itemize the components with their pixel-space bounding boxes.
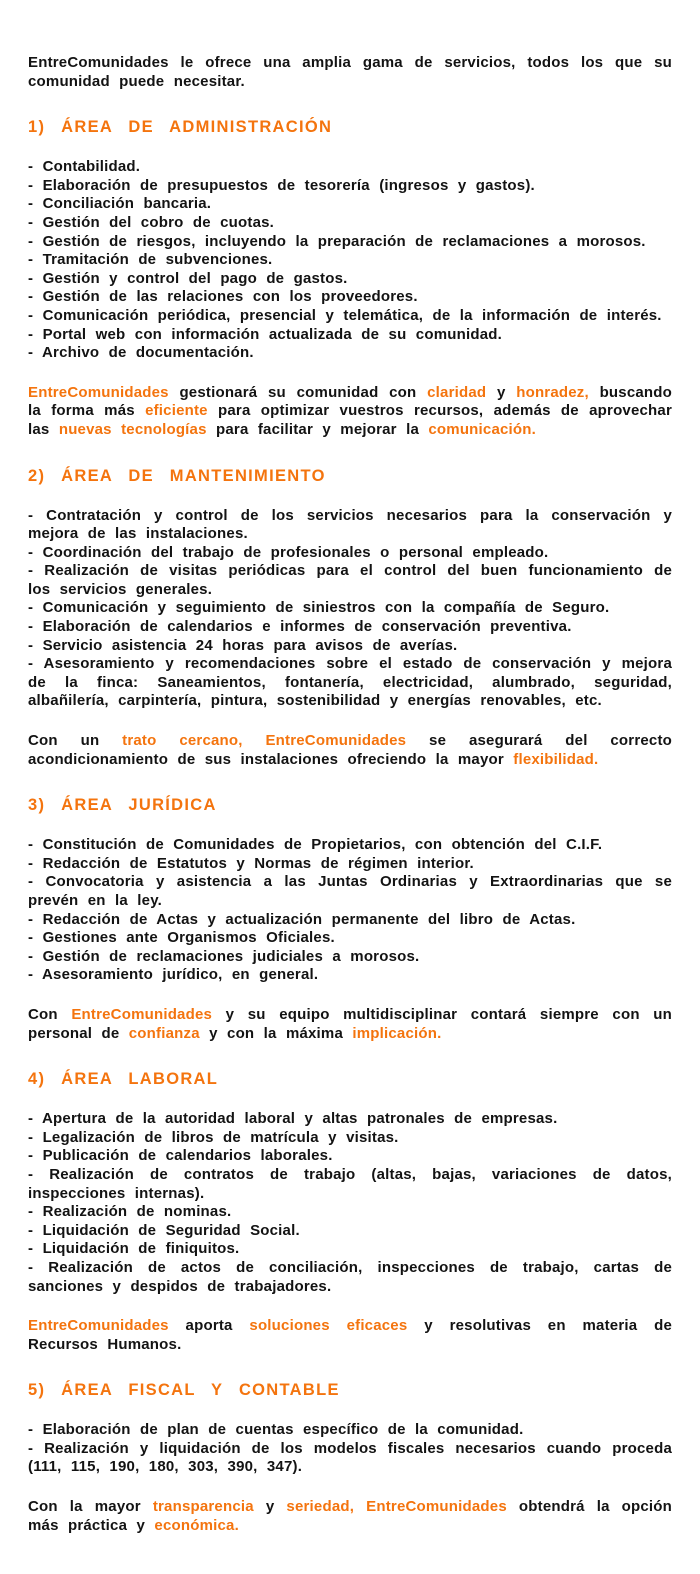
list-item: - Servicio asistencia 24 horas para avisos de averías. bbox=[28, 636, 458, 654]
plain-text bbox=[243, 732, 266, 749]
list-item: - Gestión y control del pago de gastos. bbox=[28, 269, 348, 287]
list-item: - Redacción de Actas y actualización permanente del libro de Actas. bbox=[28, 910, 576, 928]
closing-paragraph bbox=[28, 1317, 672, 1354]
highlight-text: soluciones eficaces bbox=[249, 1317, 408, 1335]
list-item: - Tramitación de subvenciones. bbox=[28, 251, 273, 269]
closing-paragraph bbox=[28, 384, 672, 440]
list-item: - Portal web con información actualizada de su comunidad. bbox=[28, 325, 502, 343]
highlight-text: trato cercano, bbox=[122, 732, 243, 750]
list-item: - Elaboración de plan de cuentas específico de la comunidad. bbox=[28, 1421, 524, 1439]
highlight-text: seriedad, bbox=[286, 1498, 355, 1516]
plain-text: y bbox=[253, 1498, 287, 1516]
list-item: - Publicación de calendarios laborales. bbox=[28, 1147, 333, 1165]
highlight-text: EntreComunidades bbox=[71, 1005, 213, 1023]
highlight-text: confianza bbox=[128, 1024, 200, 1042]
list-item: - Elaboración de calendarios e informes de conservación preventiva. bbox=[28, 618, 572, 636]
sections-container bbox=[28, 118, 672, 1535]
service-section bbox=[28, 467, 672, 770]
section-heading: 5) ÁREA FISCAL Y CONTABLE bbox=[28, 1381, 340, 1400]
plain-text: y su equipo multidisciplinar contará siempre con un personal de bbox=[28, 1005, 672, 1042]
section-items bbox=[28, 836, 672, 985]
list-item: - Conciliación bancaria. bbox=[28, 195, 212, 213]
list-item: - Gestión del cobro de cuotas. bbox=[28, 213, 275, 231]
list-item: - Realización de nominas. bbox=[28, 1203, 232, 1221]
plain-text: buscando la forma más bbox=[28, 383, 673, 420]
plain-text: Con bbox=[28, 1005, 72, 1023]
highlight-text: claridad bbox=[427, 383, 487, 401]
section-items bbox=[28, 1421, 672, 1477]
list-item: - Asesoramiento y recomendaciones sobre el estado de conservación y mejora de la finca: Saneamientos, fontanería, electricidad, alumbrado, seguridad, albañilería, carpintería, pintura, sostenibilidad y energías renovables, etc. bbox=[28, 655, 672, 710]
list-item: - Archivo de documentación. bbox=[28, 344, 254, 362]
highlight-text: implicación. bbox=[352, 1024, 442, 1042]
list-item: - Gestión de riesgos, incluyendo la preparación de reclamaciones a morosos. bbox=[28, 232, 646, 250]
list-item: - Elaboración de presupuestos de tesorería (ingresos y gastos). bbox=[28, 176, 535, 194]
closing-paragraph bbox=[28, 1006, 672, 1043]
plain-text: para facilitar y mejorar la bbox=[206, 420, 429, 438]
list-item: - Gestiones ante Organismos Oficiales. bbox=[28, 929, 335, 947]
list-item: - Contratación y control de los servicios necesarios para la conservación y mejora de las instalaciones. bbox=[28, 506, 672, 543]
closing-paragraph bbox=[28, 1498, 672, 1535]
section-heading: 4) ÁREA LABORAL bbox=[28, 1070, 219, 1089]
list-item: - Realización de contratos de trabajo (altas, bajas, variaciones de datos, inspecciones internas). bbox=[28, 1165, 672, 1202]
list-item: - Asesoramiento jurídico, en general. bbox=[28, 966, 319, 984]
list-item: - Comunicación periódica, presencial y telemática, de la información de interés. bbox=[28, 306, 662, 324]
plain-text: Con un bbox=[28, 732, 123, 750]
plain-text: obtendrá la opción más práctica y bbox=[28, 1498, 673, 1534]
highlight-text: transparencia bbox=[152, 1498, 254, 1516]
highlight-text: EntreComunidades bbox=[366, 1498, 507, 1516]
highlight-text: EntreComunidades bbox=[28, 1317, 169, 1335]
plain-text: y bbox=[486, 383, 517, 401]
list-item: - Realización y liquidación de los modelos fiscales necesarios cuando proceda (111, 115, 190, 180, 303, 390, 347). bbox=[28, 1439, 672, 1476]
list-item: - Realización de visitas periódicas para el control del buen funcionamiento de los servicios generales. bbox=[28, 562, 672, 598]
highlight-text: EntreComunidades bbox=[28, 383, 169, 401]
highlight-text: EntreComunidades bbox=[265, 732, 407, 750]
section-items bbox=[28, 158, 672, 363]
service-section bbox=[28, 1381, 672, 1535]
list-item: - Redacción de Estatutos y Normas de régimen interior. bbox=[28, 854, 474, 872]
plain-text: aporta bbox=[168, 1317, 250, 1335]
list-item: - Gestión de reclamaciones judiciales a morosos. bbox=[28, 947, 420, 965]
closing-paragraph bbox=[28, 732, 672, 769]
section-heading: 1) ÁREA DE ADMINISTRACIÓN bbox=[28, 118, 333, 137]
plain-text: gestionará su comunidad con bbox=[168, 383, 428, 401]
list-item: - Convocatoria y asistencia a las Juntas Ordinarias y Extraordinarias que se prevén en la ley. bbox=[28, 873, 672, 909]
list-item: - Gestión de las relaciones con los proveedores. bbox=[28, 288, 418, 306]
section-items bbox=[28, 1110, 672, 1296]
highlight-text: económica. bbox=[154, 1516, 239, 1534]
list-item: - Comunicación y seguimiento de siniestros con la compañía de Seguro. bbox=[28, 599, 610, 617]
plain-text: Con la mayor bbox=[28, 1498, 153, 1516]
list-item: - Constitución de Comunidades de Propietarios, con obtención del C.I.F. bbox=[28, 836, 603, 854]
plain-text: para optimizar vuestros recursos, además de aprovechar las bbox=[28, 402, 672, 438]
list-item: - Contabilidad. bbox=[28, 158, 141, 176]
list-item: - Apertura de la autoridad laboral y altas patronales de empresas. bbox=[28, 1110, 558, 1128]
list-item: - Legalización de libros de matrícula y visitas. bbox=[28, 1128, 399, 1146]
highlight-text: flexibilidad. bbox=[513, 750, 599, 768]
section-items bbox=[28, 507, 672, 712]
service-section bbox=[28, 118, 672, 439]
list-item: - Realización de actos de conciliación, inspecciones de trabajo, cartas de sanciones y despidos de trabajadores. bbox=[28, 1258, 672, 1295]
plain-text bbox=[354, 1498, 366, 1515]
section-heading: 3) ÁREA JURÍDICA bbox=[28, 796, 217, 815]
plain-text: se asegurará del correcto acondicionamiento de sus instalaciones ofreciendo la mayor bbox=[28, 732, 673, 768]
intro-paragraph: EntreComunidades le ofrece una amplia gama de servicios, todos los que su comunidad puede necesitar. bbox=[28, 54, 672, 90]
highlight-text: honradez, bbox=[516, 383, 589, 401]
plain-text: y resolutivas en materia de Recursos Humanos. bbox=[28, 1317, 673, 1353]
list-item: - Coordinación del trabajo de profesionales o personal empleado. bbox=[28, 543, 549, 561]
highlight-text: eficiente bbox=[145, 402, 208, 420]
list-item: - Liquidación de finiquitos. bbox=[28, 1240, 240, 1258]
service-section bbox=[28, 1070, 672, 1354]
highlight-text: nuevas tecnologías bbox=[58, 420, 207, 438]
service-section bbox=[28, 796, 672, 1043]
list-item: - Liquidación de Seguridad Social. bbox=[28, 1221, 300, 1239]
section-heading: 2) ÁREA DE MANTENIMIENTO bbox=[28, 466, 326, 485]
plain-text: y con la máxima bbox=[199, 1024, 353, 1042]
highlight-text: comunicación. bbox=[428, 420, 536, 438]
